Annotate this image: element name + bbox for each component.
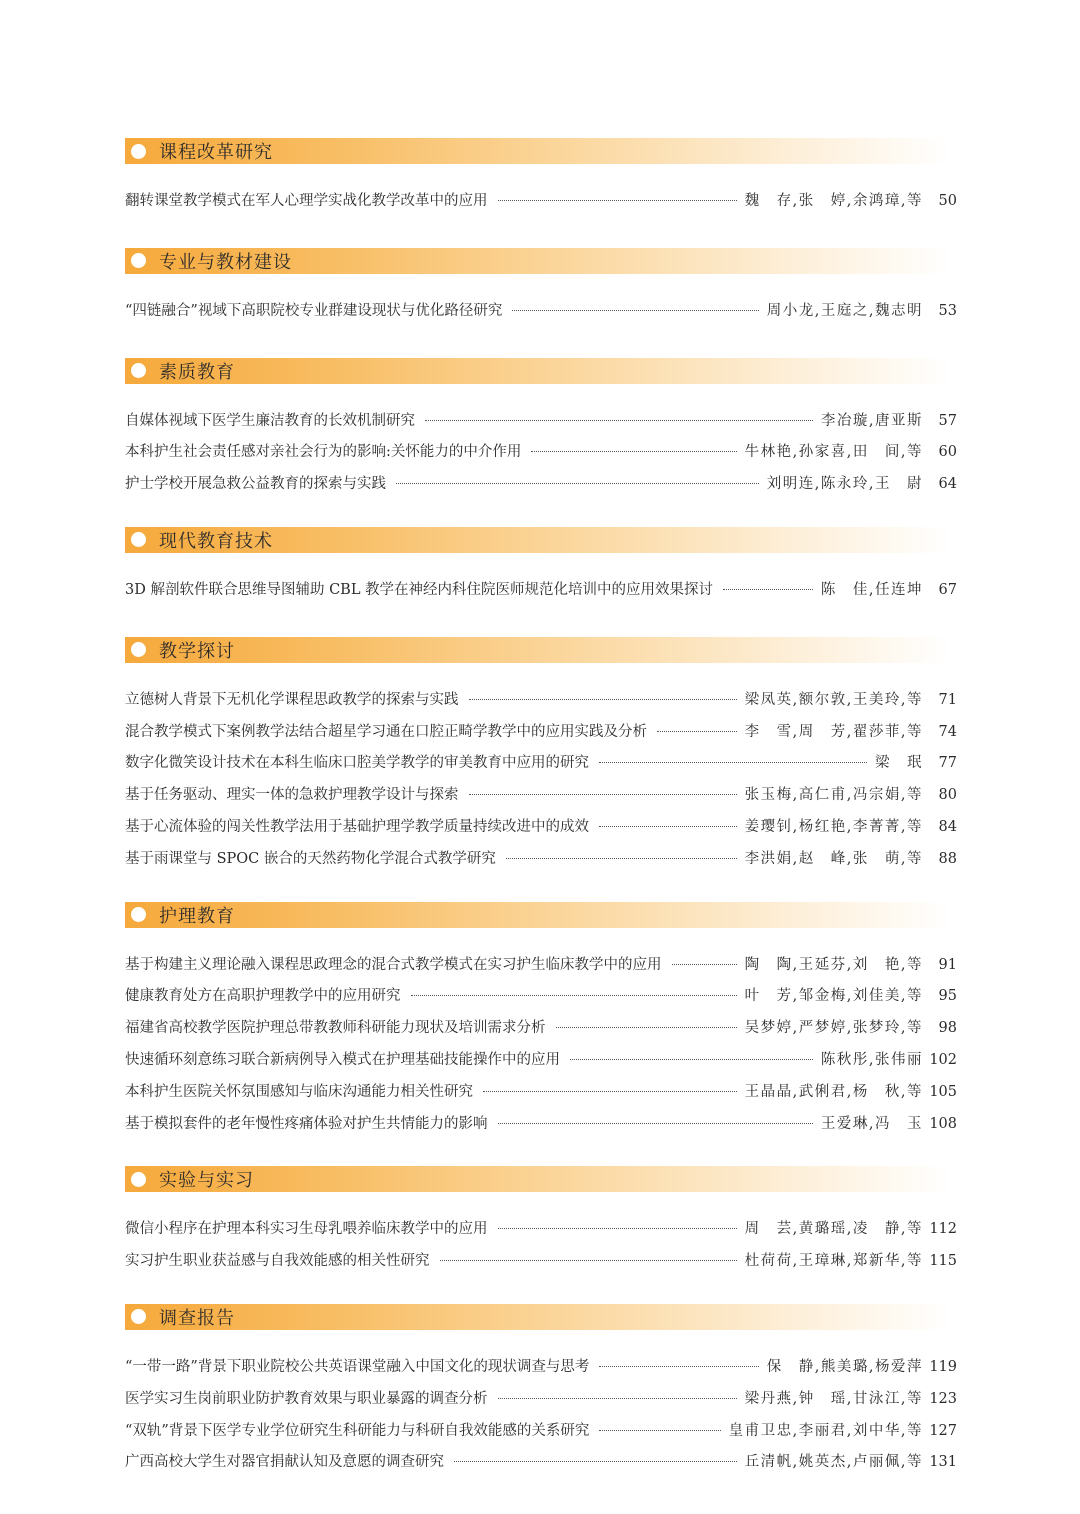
article-authors: 牛林艳,孙家喜,田 间,等 [744, 444, 923, 461]
bullet-dot-icon [131, 642, 146, 657]
entry-list [125, 274, 957, 358]
article-title: 福建省高校教学医院护理总带教教师科研能力现状及培训需求分析 [125, 1020, 546, 1037]
dot-leader [469, 699, 737, 700]
toc-entry[interactable] [125, 1447, 957, 1479]
article-authors: 王爱琳,冯 玉 [820, 1115, 923, 1132]
bullet-dot-icon [131, 532, 146, 547]
dot-leader [599, 1430, 720, 1431]
article-authors: 李冶璇,唐亚斯 [820, 412, 923, 429]
article-authors: 陈 佳,任连坤 [820, 581, 923, 598]
page-number: 60 [938, 444, 957, 461]
toc-section [125, 248, 957, 358]
article-title: 自媒体视域下医学生廉洁教育的长效机制研究 [125, 412, 415, 429]
article-authors: 保 静,熊美璐,杨爱萍 [766, 1358, 923, 1375]
article-title: 立德树人背景下无机化学课程思政教学的探索与实践 [125, 691, 459, 708]
article-title: 基于任务驱动、理实一体的急救护理教学设计与探索 [125, 787, 459, 804]
article-title: 翻转课堂教学模式在军人心理学实战化教学改革中的应用 [125, 193, 488, 209]
dot-leader [483, 1091, 737, 1092]
page-number: 95 [938, 988, 957, 1005]
dot-leader [506, 858, 737, 859]
article-title: 本科护生医院关怀氛围感知与临床沟通能力相关性研究 [125, 1083, 473, 1100]
article-title: 基于构建主义理论融入课程思政理念的混合式教学模式在实习护生临床教学中的应用 [125, 956, 662, 973]
article-authors: 梁凤英,额尔敦,王美玲,等 [744, 691, 923, 708]
dot-leader [454, 1461, 737, 1462]
article-authors: 吴梦婷,严梦婷,张梦玲,等 [744, 1020, 923, 1037]
page-number: 127 [929, 1422, 957, 1439]
toc-section [125, 358, 957, 527]
page-number: 84 [938, 818, 957, 835]
dot-leader [657, 731, 737, 732]
article-authors: 丘清帆,姚英杰,卢丽佩,等 [744, 1454, 923, 1471]
page-number: 50 [938, 193, 957, 209]
article-authors: 叶 芳,邹金梅,刘佳美,等 [744, 988, 923, 1005]
article-authors: 张玉梅,高仁甫,冯宗娟,等 [744, 787, 923, 804]
page-number: 77 [938, 755, 957, 772]
page-number: 80 [938, 787, 957, 804]
toc-entry[interactable] [125, 1077, 957, 1109]
section-title: 护理教育 [159, 905, 235, 927]
toc-section [125, 527, 957, 637]
page-number: 91 [938, 956, 957, 973]
section-header [125, 527, 950, 553]
article-title: 护士学校开展急救公益教育的探索与实践 [125, 476, 386, 493]
toc-entry[interactable] [125, 950, 957, 982]
section-header [125, 1166, 950, 1192]
toc-entry[interactable] [125, 812, 957, 844]
page-number: 105 [929, 1083, 957, 1100]
article-title: 数字化微笑设计技术在本科生临床口腔美学教学的审美教育中应用的研究 [125, 755, 589, 772]
article-authors: 王晶晶,武俐君,杨 秋,等 [744, 1083, 923, 1100]
toc-section [125, 902, 957, 1167]
bullet-dot-icon [131, 907, 146, 922]
dot-leader [512, 310, 758, 311]
article-authors: 陶 陶,王延芬,刘 艳,等 [744, 956, 923, 973]
page-number: 112 [929, 1221, 957, 1238]
dot-leader [723, 589, 813, 590]
toc-entry[interactable] [125, 437, 957, 469]
article-title: “一带一路”背景下职业院校公共英语课堂融入中国文化的现状调查与思考 [125, 1358, 590, 1375]
article-authors: 魏 存,张 婷,余鸿璋,等 [744, 193, 923, 209]
section-title: 教学探讨 [159, 640, 235, 662]
entry-list [125, 384, 957, 527]
section-title: 实验与实习 [159, 1170, 254, 1192]
dot-leader [672, 964, 737, 965]
toc-entry[interactable] [125, 575, 957, 607]
article-title: 基于雨课堂与 SPOC 嵌合的天然药物化学混合式教学研究 [125, 850, 496, 867]
section-header [125, 637, 950, 663]
section-header [125, 248, 950, 274]
dot-leader [440, 1260, 737, 1261]
bullet-dot-icon [131, 363, 146, 378]
article-authors: 梁丹燕,钟 瑶,甘泳江,等 [744, 1390, 923, 1407]
toc-entry[interactable] [125, 1416, 957, 1448]
bullet-dot-icon [131, 253, 146, 268]
dot-leader [411, 995, 737, 996]
toc-entry[interactable] [125, 1352, 957, 1384]
article-authors: 李 雪,周 芳,翟莎菲,等 [744, 723, 923, 740]
toc-entry[interactable] [125, 844, 957, 876]
article-title: 健康教育处方在高职护理教学中的应用研究 [125, 988, 401, 1005]
entry-list [125, 164, 957, 248]
section-header [125, 138, 950, 164]
article-authors: 姜璎钊,杨红艳,李菁菁,等 [744, 818, 923, 835]
article-title: 微信小程序在护理本科实习生母乳喂养临床教学中的应用 [125, 1221, 488, 1238]
toc-entry[interactable] [125, 1214, 957, 1246]
page-number: 102 [929, 1051, 957, 1068]
dot-leader [531, 451, 736, 452]
toc-entry[interactable] [125, 780, 957, 812]
section-title: 素质教育 [159, 361, 235, 383]
toc-entry[interactable] [125, 748, 957, 780]
dot-leader [599, 1366, 758, 1367]
page-number: 123 [929, 1390, 957, 1407]
entry-list [125, 928, 957, 1167]
article-title: 实习护生职业获益感与自我效能感的相关性研究 [125, 1253, 430, 1270]
toc-entry[interactable] [125, 1246, 957, 1278]
toc-entry[interactable] [125, 469, 957, 501]
dot-leader [498, 200, 737, 201]
dot-leader [425, 420, 813, 421]
article-authors: 皇甫卫忠,李丽君,刘中华,等 [728, 1422, 923, 1439]
section-title: 课程改革研究 [159, 142, 273, 163]
dot-leader [498, 1398, 737, 1399]
dot-leader [556, 1027, 737, 1028]
article-title: 基于心流体验的闯关性教学法用于基础护理学教学质量持续改进中的成效 [125, 818, 589, 835]
article-title: 快速循环刻意练习联合新病例导入模式在护理基础技能操作中的应用 [125, 1051, 560, 1068]
toc-section [125, 637, 957, 902]
toc-section [125, 1304, 957, 1505]
section-header [125, 902, 950, 928]
article-title: 本科护生社会责任感对亲社会行为的影响:关怀能力的中介作用 [125, 444, 522, 461]
bullet-dot-icon [131, 1309, 146, 1324]
page-number: 119 [929, 1358, 957, 1375]
dot-leader [498, 1228, 737, 1229]
article-title: 3D 解剖软件联合思维导图辅助 CBL 教学在神经内科住院医师规范化培训中的应用效果探讨 [125, 581, 714, 598]
toc-entry[interactable] [125, 1109, 957, 1141]
section-title: 专业与教材建设 [159, 251, 292, 273]
entry-list [125, 553, 957, 637]
page-number: 71 [938, 691, 957, 708]
dot-leader [396, 483, 759, 484]
article-title: 广西高校大学生对器官捐献认知及意愿的调查研究 [125, 1454, 444, 1471]
toc-entry[interactable] [125, 406, 957, 438]
toc-section [125, 1166, 957, 1304]
toc-entry[interactable] [125, 1013, 957, 1045]
article-authors: 李洪娟,赵 峰,张 萌,等 [744, 850, 923, 867]
page-number: 67 [938, 581, 957, 598]
table-of-contents [125, 138, 957, 1505]
page-number: 88 [938, 850, 957, 867]
toc-section [125, 138, 957, 248]
toc-entry[interactable] [125, 186, 957, 218]
page-number: 53 [938, 302, 957, 319]
dot-leader [570, 1059, 813, 1060]
toc-entry[interactable] [125, 685, 957, 717]
toc-entry[interactable] [125, 1384, 957, 1416]
dot-leader [599, 826, 737, 827]
entry-list [125, 1192, 957, 1304]
article-title: “四链融合”视域下高职院校专业群建设现状与优化路径研究 [125, 302, 503, 319]
bullet-dot-icon [131, 1172, 146, 1187]
dot-leader [498, 1123, 813, 1124]
article-authors: 杜荷荷,王璋琳,郑新华,等 [744, 1253, 923, 1270]
section-title: 现代教育技术 [159, 530, 273, 552]
section-title: 调查报告 [159, 1307, 235, 1329]
article-authors: 梁 珉 [875, 755, 923, 772]
entry-list [125, 663, 957, 902]
article-authors: 周小龙,王庭之,魏志明 [766, 302, 923, 319]
article-title: 医学实习生岗前职业防护教育效果与职业暴露的调查分析 [125, 1390, 488, 1407]
page-number: 108 [929, 1115, 957, 1132]
page-number: 64 [938, 476, 957, 493]
bullet-dot-icon [131, 144, 146, 159]
toc-entry[interactable] [125, 717, 957, 749]
page-number: 57 [938, 412, 957, 429]
entry-list [125, 1330, 957, 1505]
section-header [125, 1304, 950, 1330]
article-authors: 刘明连,陈永玲,王 尉 [766, 476, 923, 493]
dot-leader [599, 762, 867, 763]
article-title: 混合教学模式下案例教学法结合超星学习通在口腔正畸学教学中的应用实践及分析 [125, 723, 647, 740]
toc-entry[interactable] [125, 1045, 957, 1077]
dot-leader [469, 794, 737, 795]
page-number: 131 [929, 1454, 957, 1471]
page-number: 74 [938, 723, 957, 740]
article-authors: 陈秋彤,张伟丽 [820, 1051, 923, 1068]
section-header [125, 358, 950, 384]
toc-entry[interactable] [125, 981, 957, 1013]
article-authors: 周 芸,黄璐瑶,凌 静,等 [744, 1221, 923, 1238]
article-title: “双轨”背景下医学专业学位研究生科研能力与科研自我效能感的关系研究 [125, 1422, 590, 1439]
page-number: 98 [938, 1020, 957, 1037]
article-title: 基于模拟套件的老年慢性疼痛体验对护生共情能力的影响 [125, 1115, 488, 1132]
page-number: 115 [929, 1253, 957, 1270]
toc-entry[interactable] [125, 296, 957, 328]
